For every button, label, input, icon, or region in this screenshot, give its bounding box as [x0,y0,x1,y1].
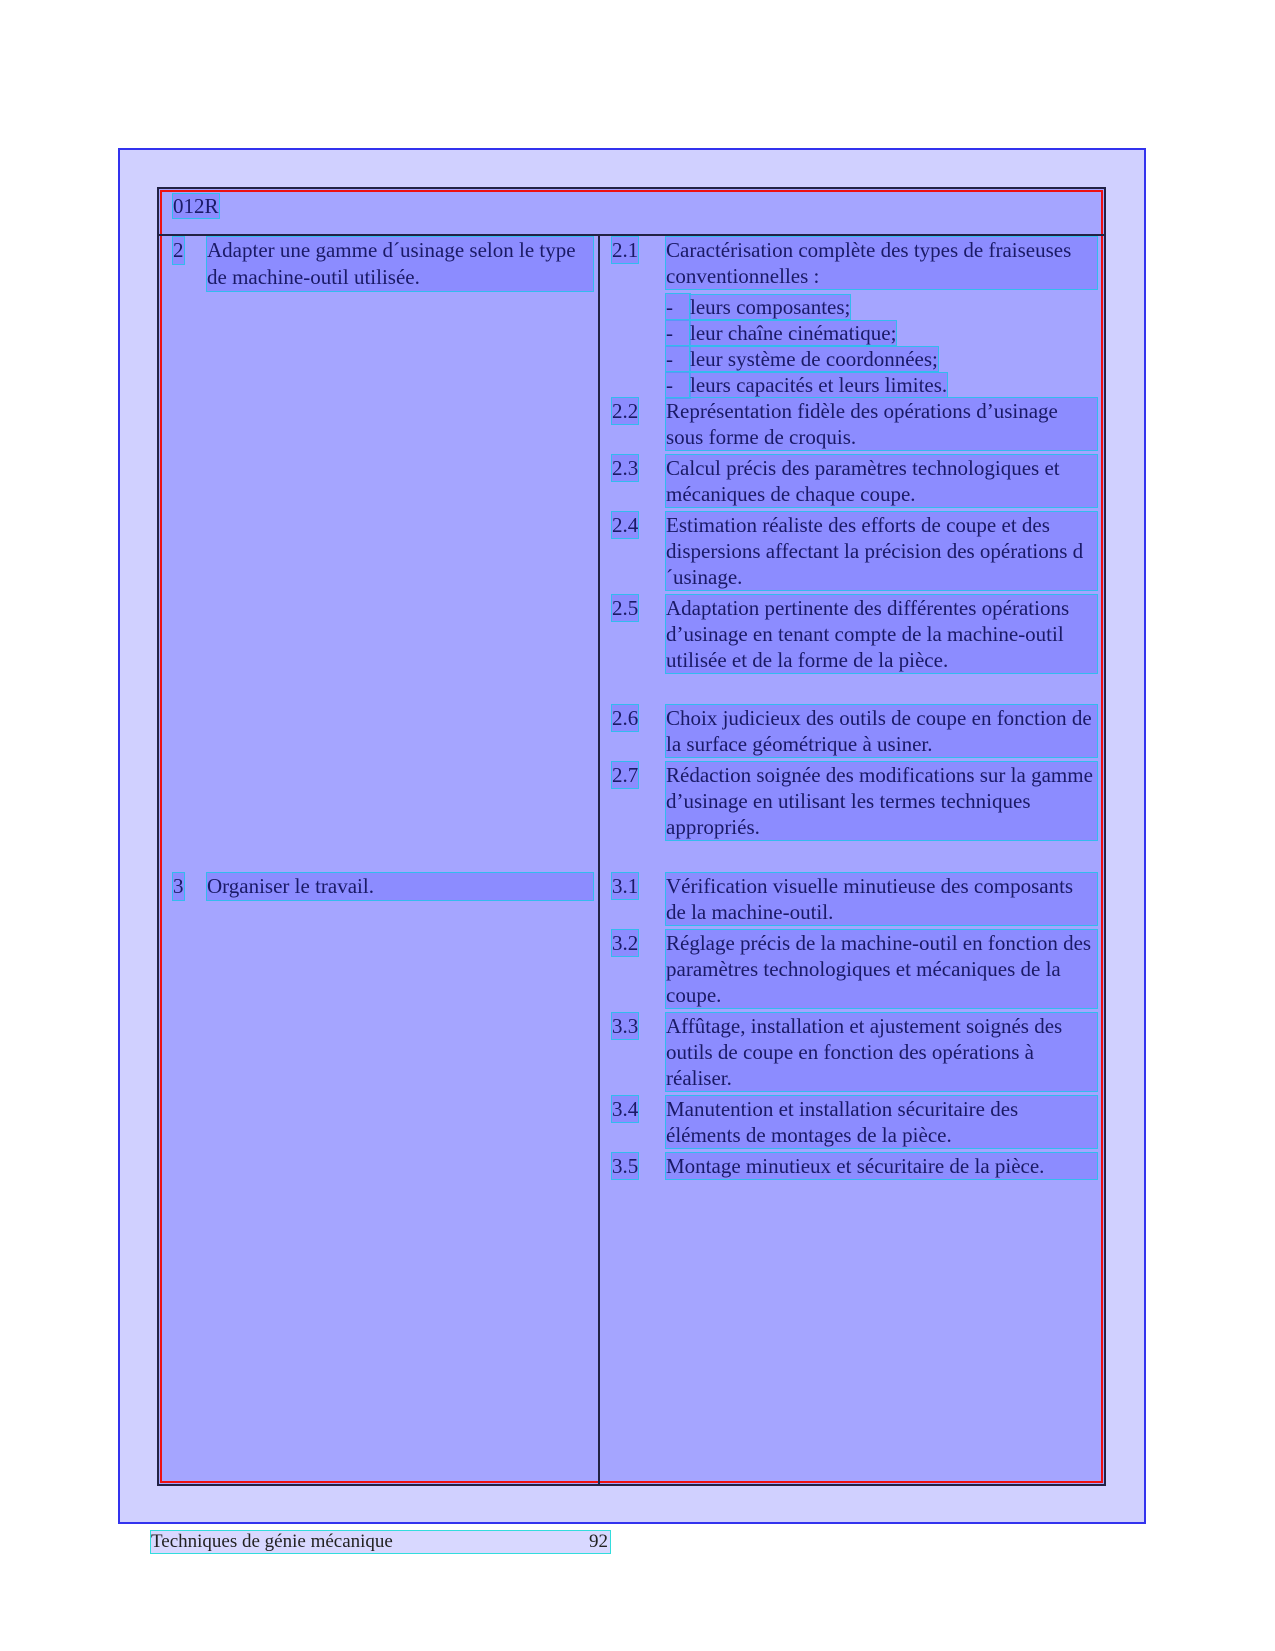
criterion-number: 2.3 [612,456,639,480]
criterion-3-5 [612,1153,1097,1179]
criterion-2-6 [612,705,1097,757]
criterion-text: Représentation fidèle des opérations d’usinage sous forme de croquis. [666,398,1097,450]
bullet-item [666,320,1096,346]
element-text: Organiser le travail. [207,873,593,900]
bullet-dash: - [666,346,690,372]
table-column-divider [598,235,600,1486]
criterion-3-3 [612,1013,1097,1091]
element-number: 3 [173,874,184,898]
criterion-number: 3.3 [612,1014,639,1038]
competency-code [173,194,219,218]
criterion-text: Calcul précis des paramètres technologiques et mécaniques de chaque coupe. [666,455,1097,507]
bullet-text: leur système de coordonnées; [690,347,938,371]
criterion-2-3 [612,455,1097,507]
bullet-text: leurs capacités et leurs limites. [690,373,948,397]
bullet-dash: - [666,372,690,398]
criterion-text: Réglage précis de la machine-outil en fonction des paramètres technologiques et mécaniques de la coupe. [666,930,1097,1008]
criterion-2-7 [612,762,1097,840]
criterion-number: 3.5 [612,1154,639,1178]
criterion-text: Manutention et installation sécuritaire des éléments de montages de la pièce. [666,1096,1097,1148]
element-text: Adapter une gamme d´usinage selon le type de machine-outil utilisée. [207,237,593,291]
element-2 [173,237,593,291]
criterion-number: 2.2 [612,399,639,423]
criterion-3-1 [612,873,1097,925]
criterion-3-2 [612,930,1097,1008]
footer-program-name: Techniques de génie mécanique [151,1531,393,1552]
bullet-item [666,294,1096,320]
bullet-dash: - [666,294,690,320]
criterion-text: Rédaction soignée des modifications sur la gamme d’usinage en utilisant les termes techniques appropriés. [666,762,1097,840]
criterion-number: 2.7 [612,763,639,787]
element-3 [173,873,593,900]
criterion-text: Estimation réaliste des efforts de coupe et des dispersions affectant la précision des opérations d´usinage. [666,512,1097,590]
criterion-3-4 [612,1096,1097,1148]
criterion-text: Affûtage, installation et ajustement soignés des outils de coupe en fonction des opérations à réaliser. [666,1013,1097,1091]
criterion-text: Caractérisation complète des types de fraiseuses conventionnelles : [666,237,1097,289]
criterion-number: 2.6 [612,706,639,730]
criterion-2-5 [612,595,1097,673]
criterion-number: 3.1 [612,874,639,898]
page-footer [151,1531,610,1553]
criterion-text: Choix judicieux des outils de coupe en fonction de la surface géométrique à usiner. [666,705,1097,757]
bullet-dash: - [666,320,690,346]
criterion-2-4 [612,512,1097,590]
table-header-rule [157,234,1106,236]
criterion-number: 2.1 [612,238,639,262]
footer-page-number: 92 [589,1531,608,1552]
criterion-text: Montage minutieux et sécuritaire de la pièce. [666,1153,1097,1179]
criterion-2-1 [612,237,1097,289]
bullet-text: leur chaîne cinématique; [690,321,897,345]
criterion-text: Adaptation pertinente des différentes opérations d’usinage en tenant compte de la machine-outil utilisée et de la forme de la pièce. [666,595,1097,673]
criterion-2-2 [612,398,1097,450]
bullet-text: leurs composantes; [690,295,851,319]
criterion-number: 2.5 [612,596,639,620]
criterion-number: 3.4 [612,1097,639,1121]
criterion-number: 3.2 [612,931,639,955]
criterion-text: Vérification visuelle minutieuse des composants de la machine-outil. [666,873,1097,925]
bullet-item [666,372,1096,398]
bullet-item [666,346,1096,372]
criterion-number: 2.4 [612,513,639,537]
competency-code-text: 012R [173,194,219,218]
element-number: 2 [173,238,184,262]
